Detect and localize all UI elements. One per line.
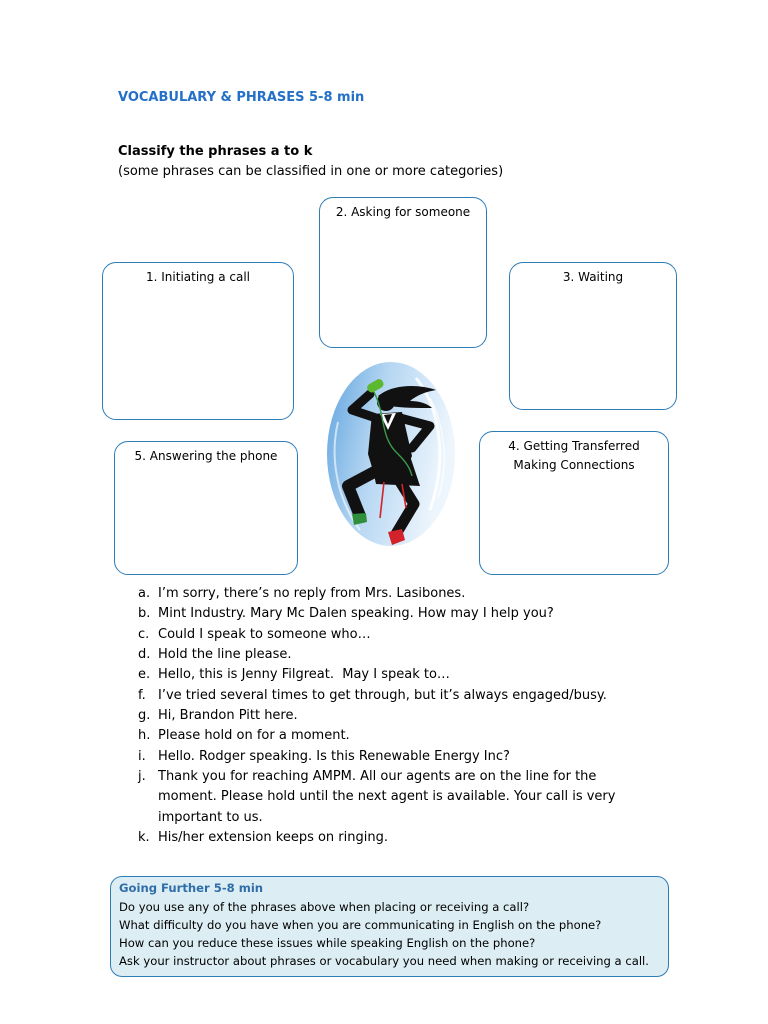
- list-item: [138, 584, 638, 604]
- category-sublabel-text: Making Connections: [513, 458, 635, 472]
- list-item: [138, 726, 638, 746]
- category-label: [480, 437, 668, 475]
- section-heading: VOCABULARY & PHRASES 5-8 min: [118, 90, 365, 105]
- category-label-text: 4. Getting Transferred: [508, 439, 640, 453]
- category-label: [320, 203, 486, 222]
- phrase-list: [138, 584, 638, 848]
- list-item-letter: i.: [138, 748, 146, 764]
- list-item: [138, 625, 638, 645]
- list-item-letter: f.: [138, 687, 146, 703]
- list-item: [138, 604, 638, 624]
- category-label: [510, 268, 676, 287]
- list-item-text: Hello, this is Jenny Filgreat. May I speak to…: [158, 667, 450, 683]
- list-item-text: His/her extension keeps on ringing.: [158, 829, 388, 845]
- list-item: [138, 828, 638, 848]
- going-further-question: How can you reduce these issues while speaking English on the phone?: [119, 936, 536, 950]
- list-item-letter: b.: [138, 606, 151, 622]
- list-item: [138, 706, 638, 726]
- category-box-answering-phone: [114, 441, 298, 575]
- list-item-letter: c.: [138, 626, 150, 642]
- list-item-letter: a.: [138, 586, 151, 601]
- list-item-text: Could I speak to someone who…: [158, 626, 371, 642]
- category-label-text: 5. Answering the phone: [134, 449, 278, 463]
- instruction-note: (some phrases can be classified in one or more categories): [118, 164, 504, 179]
- list-item-letter: k.: [138, 829, 150, 845]
- list-item-text: I’m sorry, there’s no reply from Mrs. Lasibones.: [158, 586, 466, 601]
- instruction-title: Classify the phrases a to k: [118, 144, 313, 159]
- businesswoman-on-phone-icon: [318, 358, 464, 550]
- category-label: [115, 447, 297, 466]
- list-item: [138, 747, 638, 767]
- list-item: [138, 665, 638, 685]
- list-item-letter: g.: [138, 707, 151, 723]
- list-item-text: Mint Industry. Mary Mc Dalen speaking. How may I help you?: [158, 606, 554, 622]
- list-item-text: Hi, Brandon Pitt here.: [158, 707, 298, 723]
- list-item-text: Please hold on for a moment.: [158, 728, 350, 744]
- businesswoman-on-phone-illustration: [318, 358, 464, 550]
- list-item-letter: j.: [138, 768, 146, 784]
- category-label-text: 1. Initiating a call: [146, 270, 250, 284]
- list-item-letter: e.: [138, 667, 151, 683]
- list-item-text: Thank you for reaching AMPM. All our agents are on the line for the moment. Please hold until the next agent is available. Your call is very important to us.: [158, 768, 620, 825]
- category-box-getting-transferred: [479, 431, 669, 575]
- category-label-text: 2. Asking for someone: [335, 205, 471, 219]
- list-item-letter: h.: [138, 728, 151, 744]
- list-item-text: I’ve tried several times to get through, but it’s always engaged/busy.: [158, 687, 607, 703]
- going-further-box: [110, 876, 669, 977]
- going-further-question: Do you use any of the phrases above when placing or receiving a call?: [119, 900, 530, 914]
- category-box-waiting: [509, 262, 677, 410]
- list-item-text: Hello. Rodger speaking. Is this Renewable Energy Inc?: [158, 748, 510, 764]
- list-item: [138, 767, 638, 828]
- category-box-asking-for-someone: [319, 197, 487, 348]
- category-label: [103, 268, 293, 287]
- category-label-text: 3. Waiting: [562, 270, 624, 284]
- going-further-title: Going Further 5-8 min: [119, 881, 264, 895]
- going-further-question: Ask your instructor about phrases or vocabulary you need when making or receiving a call.: [119, 954, 649, 968]
- list-item-text: Hold the line please.: [158, 646, 292, 662]
- list-item-letter: d.: [138, 646, 151, 662]
- list-item: [138, 645, 638, 665]
- category-box-initiating-call: [102, 262, 294, 420]
- going-further-question: What difficulty do you have when you are communicating in English on the phone?: [119, 918, 602, 932]
- list-item: [138, 686, 638, 706]
